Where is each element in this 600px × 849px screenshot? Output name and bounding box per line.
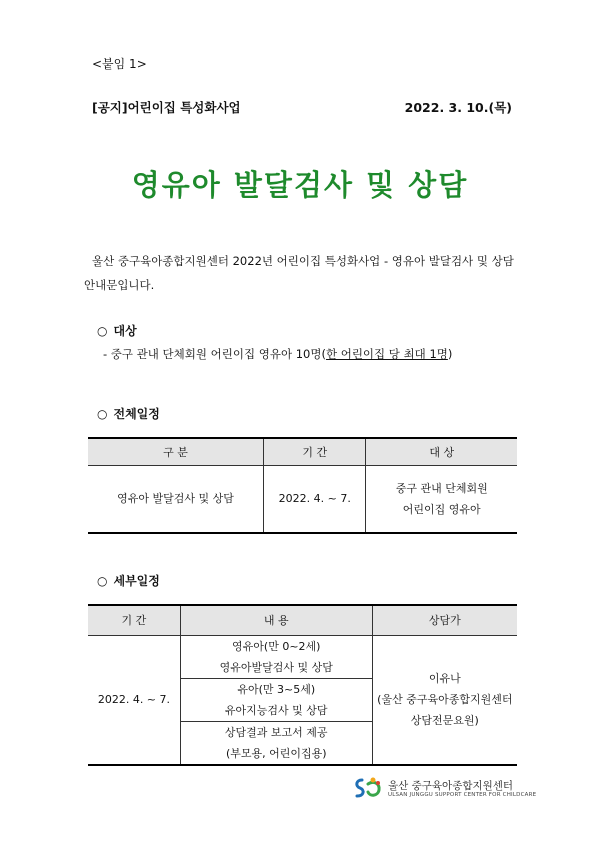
detail-schedule-table (88, 604, 517, 766)
table-cell: 2022. 4. ~ 7. (264, 465, 366, 533)
table-header: 기 간 (264, 438, 366, 465)
notice-date: 2022. 3. 10.(목) (404, 100, 512, 115)
table-header: 대 상 (366, 438, 517, 465)
intro-paragraph: 울산 중구육아종합지원센터 2022년 어린이집 특성화사업 - 영유아 발달검사 및 상담 안내문입니다. (84, 254, 514, 292)
section-overall-heading: ○ 전체일정 (97, 407, 160, 421)
target-description: - 중구 관내 단체회원 어린이집 영유아 10명(한 어린이집 당 최대 1명) (103, 347, 453, 361)
table-cell: 상담결과 보고서 제공 (부모용, 어린이집용) (180, 721, 372, 765)
circle-bullet-icon: ○ (97, 324, 108, 338)
footer-org-name: 울산 중구육아종합지원센터 (388, 780, 514, 792)
circle-bullet-icon: ○ (97, 407, 108, 421)
table-cell: 2022. 4. ~ 7. (88, 635, 180, 765)
circle-bullet-icon: ○ (97, 574, 108, 588)
table-cell: 유아(만 3~5세) 유아지능검사 및 상담 (180, 678, 372, 721)
table-cell: 영유아(만 0~2세) 영유아발달검사 및 상담 (180, 635, 372, 678)
table-header: 내 용 (180, 605, 372, 635)
table-cell: 이유나 (울산 중구육아종합지원센터 상담전문요원) (372, 635, 517, 765)
attachment-label: <붙임 1> (92, 57, 147, 71)
footer-org-name-en: ULSAN JUNGGU SUPPORT CENTER FOR CHILDCARE (388, 792, 537, 798)
notice-label: [공지]어린이집 특성화사업 (92, 100, 241, 115)
section-detail-heading: ○ 세부일정 (97, 574, 160, 588)
table-header: 기 간 (88, 605, 180, 635)
table-cell: 중구 관내 단체회원 어린이집 영유아 (366, 465, 517, 533)
overall-schedule-table (88, 437, 517, 534)
page-title: 영유아 발달검사 및 상담 (131, 168, 469, 202)
table-header: 구 분 (88, 438, 264, 465)
table-row (88, 465, 517, 533)
target-limit-note: 한 어린이집 당 최대 1명 (325, 347, 448, 361)
section-target-heading: ○ 대상 (97, 324, 137, 338)
center-logo-icon (352, 776, 382, 800)
table-cell: 영유아 발달검사 및 상담 (88, 465, 264, 533)
table-header: 상담가 (372, 605, 517, 635)
table-row (88, 635, 517, 678)
